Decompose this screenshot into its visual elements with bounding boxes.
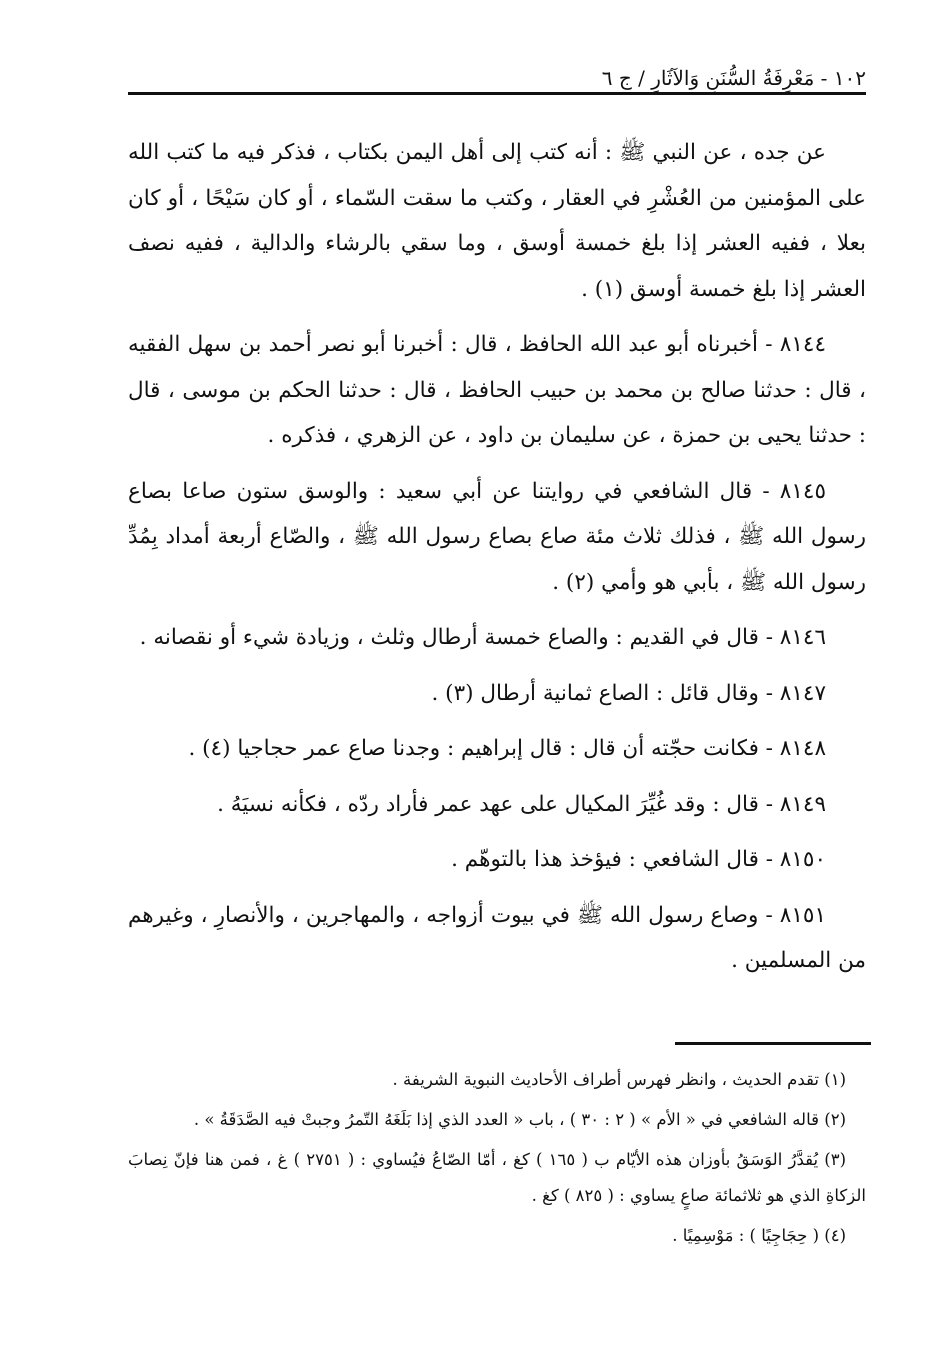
footnote-4: (٤) ( حِجَاجِيًا ) : مَوْسِمِيًا . — [672, 1226, 846, 1245]
paragraph-8150: ٨١٥٠ - قال الشافعي : فيؤخذ هذا بالتوهّم . — [451, 847, 826, 872]
footnote-1: (١) تقدم الحديث ، وانظر فهرس أطراف الأحاديث النبوية الشريفة . — [392, 1070, 846, 1089]
footnotes — [128, 1062, 866, 1258]
footnote-2: (٢) قاله الشافعي في « الأم » ( ٢ : ٣٠ ) ، باب « العدد الذي إذا بَلَغَهُ التّمرُ وجبتْ فيه الصَّدَقَةُ » . — [193, 1110, 846, 1129]
paragraph-8151: ٨١٥١ - وصاع رسول الله ﷺ في بيوت أزواجه ، والمهاجرين ، والأنصارِ ، وغيرهم من المسلمين . — [128, 902, 866, 973]
paragraph-8147: ٨١٤٧ - وقال قائل : الصاع ثمانية أرطال (٣) . — [431, 680, 826, 706]
paragraph-8144: ٨١٤٤ - أخبرناه أبو عبد الله الحافظ ، قال : أخبرنا أبو نصر أحمد بن سهل الفقيه ، قال : حدثنا صالح بن محمد بن حبيب الحافظ ، قال : حدثنا الحكم بن موسى ، قال : حدثنا يحيى بن حمزة ، عن سليمان بن داود ، عن الزهري ، فذكره . — [128, 332, 866, 448]
footnote-3: (٣) يُقدَّرُ الوَسَقُ بأوزان هذه الأيّام ب ( ١٦٥ ) كغ ، أمّا الصّاعُ فيُساوي : ( ٢٧٥١ ) غ ، فمن هنا فإنّ نِصابَ الزكاةِ الذي هو ثلاثمائة صاعٍ يساوي : ( ٨٢٥ ) كغ . — [128, 1150, 866, 1205]
page-header — [128, 62, 866, 100]
paragraph-8145: ٨١٤٥ - قال الشافعي في روايتنا عن أبي سعيد : والوسق ستون صاعا بصاع رسول الله ﷺ ، فذلك ثلاث مئة صاع بصاع رسول الله ﷺ ، والصّاع أربعة أمداد بِمُدِّ رسول الله ﷺ ، بأبي هو وأمي (٢) . — [128, 478, 866, 595]
main-text — [128, 130, 866, 994]
paragraph-8148: ٨١٤٨ - فكانت حجّته أن قال : قال إبراهيم : وجدنا صاع عمر حجاجيا (٤) . — [188, 736, 826, 761]
paragraph-8149: ٨١٤٩ - قال : وقد غُيِّرَ المكيال على عهد عمر فأراد ردّه ، فكأنه نسيَهُ . — [217, 791, 826, 817]
footnote-separator — [675, 1042, 871, 1045]
header-rule — [128, 92, 866, 95]
running-title: ١٠٢ - مَعْرِفَةُ السُّنَنِ وَالآثَارِ / ج ٦ — [592, 66, 866, 90]
paragraph-8146: ٨١٤٦ - قال في القديم : والصاع خمسة أرطال وثلث ، وزيادة شيء أو نقصانه . — [139, 625, 826, 650]
paragraph-continuation: عن جده ، عن النبي ﷺ : أنه كتب إلى أهل اليمن بكتاب ، فذكر فيه ما كتب الله على المؤمنين من العُشْرِ في العقار ، وكتب ما سقت السّماء ، أو كان سَيْحًا ، أو كان بعلا ، ففيه العشر إذا بلغ خمسة أوسق ، وما سقي بالرشاء والدالية ، ففيه نصف العشر إذا بلغ خمسة أوسق (١) . — [128, 140, 866, 302]
